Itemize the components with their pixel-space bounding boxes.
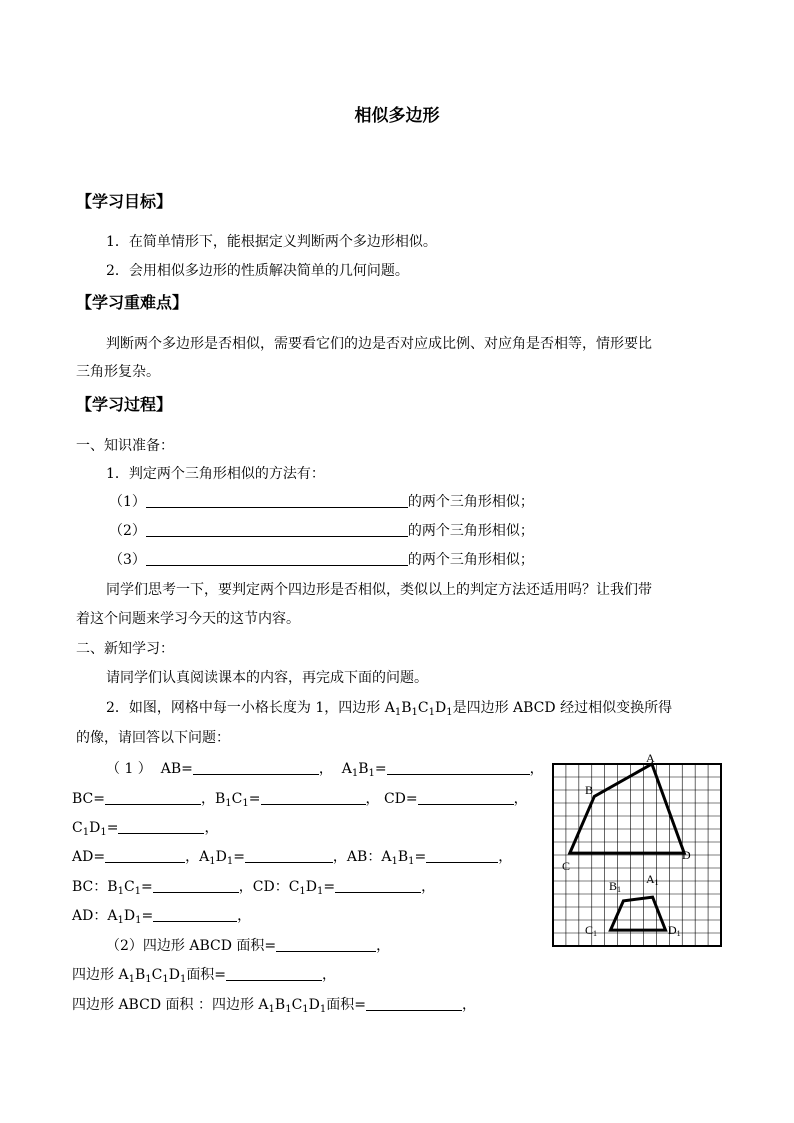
q2-part1-row6: AD：$A_1D_1=$ ， xyxy=(72,908,252,926)
method-num: （3） xyxy=(109,552,146,568)
q2-line-2: 的像，请回答以下问题： xyxy=(76,730,230,746)
q2-text-b: 是四边形 ABCD 经过相似变换所得 xyxy=(452,700,673,716)
q2-part2-row3: 四边形 ABCD 面积 ：四边形 $A_1B_1C_1D_1$面积= ， xyxy=(72,997,476,1015)
key-points-line-2: 三角形复杂。 xyxy=(76,364,160,380)
answer-blank[interactable] xyxy=(193,760,319,775)
process-heading: 【学习过程】 xyxy=(76,395,173,414)
label-d1: D1 xyxy=(668,923,681,938)
method-suffix: 的两个三角形相似； xyxy=(407,523,534,539)
section2-intro: 请同学们认真阅读课本的内容，再完成下面的问题。 xyxy=(106,670,428,686)
q2-text-a: 2．如图，网格中每一小格长度为 1，四边形 A xyxy=(106,700,395,716)
answer-blank[interactable] xyxy=(366,996,462,1011)
method-item-2 xyxy=(109,522,534,540)
answer-blank[interactable] xyxy=(146,522,408,537)
grid-lines xyxy=(553,764,721,946)
q2-part2-row2: 四边形 $A_1B_1C_1D_1$面积= ， xyxy=(72,967,337,985)
page-title: 相似多边形 xyxy=(354,106,440,126)
key-points-heading: 【学习重难点】 xyxy=(76,293,189,312)
label-c: C xyxy=(562,859,571,873)
section1-title: 一、知识准备： xyxy=(76,438,174,454)
area-label: 面积= xyxy=(326,997,366,1013)
answer-blank[interactable] xyxy=(418,790,514,805)
answer-blank[interactable] xyxy=(387,760,530,775)
method-num: （2） xyxy=(109,523,146,539)
q2-part1-row1: （ 1 ） AB= ， $A_1B_1=$ ， xyxy=(106,761,544,779)
answer-blank[interactable] xyxy=(335,878,421,893)
label-c1: C1 xyxy=(585,923,598,938)
label-a: A xyxy=(646,751,655,765)
q2-part1-row3: $C_1D_1=$ ， xyxy=(72,820,219,838)
quad-label: 四边形 A xyxy=(72,967,129,983)
grid-figure xyxy=(552,750,722,950)
method-num: （1） xyxy=(109,494,146,510)
goal-1: 1．在简单情形下，能根据定义判断两个多边形相似。 xyxy=(106,234,437,250)
answer-blank[interactable] xyxy=(105,790,201,805)
answer-blank[interactable] xyxy=(153,907,237,922)
think-line-2: 着这个问题来学习今天的这节内容。 xyxy=(76,611,300,627)
goal-2: 2．会用相似多边形的性质解决简单的几何问题。 xyxy=(106,263,409,279)
q2-part2-row1: （2）四边形 ABCD 面积= ， xyxy=(106,938,391,954)
method-suffix: 的两个三角形相似； xyxy=(407,552,534,568)
label-b1: B1 xyxy=(609,879,622,894)
method-suffix: 的两个三角形相似； xyxy=(407,494,534,510)
section1-q1: 1．判定两个三角形相似的方法有： xyxy=(106,466,325,482)
label-a1: A1 xyxy=(646,872,659,887)
answer-blank[interactable] xyxy=(146,493,408,508)
quadrilateral-a1b1c1d1 xyxy=(611,897,666,930)
answer-blank[interactable] xyxy=(105,848,185,863)
q2-part1-row2: BC= ，$B_1C_1=$ ， CD= ， xyxy=(72,791,528,809)
q2-part1-row5: BC：$B_1C_1=$ ，CD：$C_1D_1=$ ， xyxy=(72,879,436,897)
label-d: D xyxy=(682,848,691,862)
quadrilateral-abcd xyxy=(570,764,684,853)
q2-part1-row4: AD= ，$A_1D_1=$ ，AB：$A_1B_1=$ ， xyxy=(72,849,513,867)
method-item-3 xyxy=(109,551,534,569)
answer-blank[interactable] xyxy=(226,966,322,981)
q2-line-1: 2．如图，网格中每一小格长度为 1，四边形 $A_1B_1C_1D_1$是四边形 ABCD 经过相似变换所得 xyxy=(106,700,673,718)
answer-blank[interactable] xyxy=(153,878,239,893)
part1-label: （ 1 ） xyxy=(106,761,152,777)
answer-blank[interactable] xyxy=(146,551,408,566)
goals-heading: 【学习目标】 xyxy=(76,192,173,211)
part2-label: （2）四边形 ABCD 面积= xyxy=(106,938,277,954)
section2-title: 二、新知学习： xyxy=(76,641,174,657)
method-item-1 xyxy=(109,493,534,511)
answer-blank[interactable] xyxy=(245,848,333,863)
label-b: B xyxy=(585,783,594,797)
key-points-line-1: 判断两个多边形是否相似，需要看它们的边是否对应成比例、对应角是否相等，情形要比 xyxy=(106,336,652,352)
think-line-1: 同学们思考一下，要判定两个四边形是否相似，类似以上的判定方法还适用吗？让我们带 xyxy=(106,582,652,598)
answer-blank[interactable] xyxy=(118,819,204,834)
area-label: 面积= xyxy=(186,967,227,983)
ratio-label: 四边形 ABCD 面积 ：四边形 A xyxy=(72,997,269,1013)
answer-blank[interactable] xyxy=(426,848,498,863)
answer-blank[interactable] xyxy=(261,790,366,805)
answer-blank[interactable] xyxy=(276,937,376,952)
